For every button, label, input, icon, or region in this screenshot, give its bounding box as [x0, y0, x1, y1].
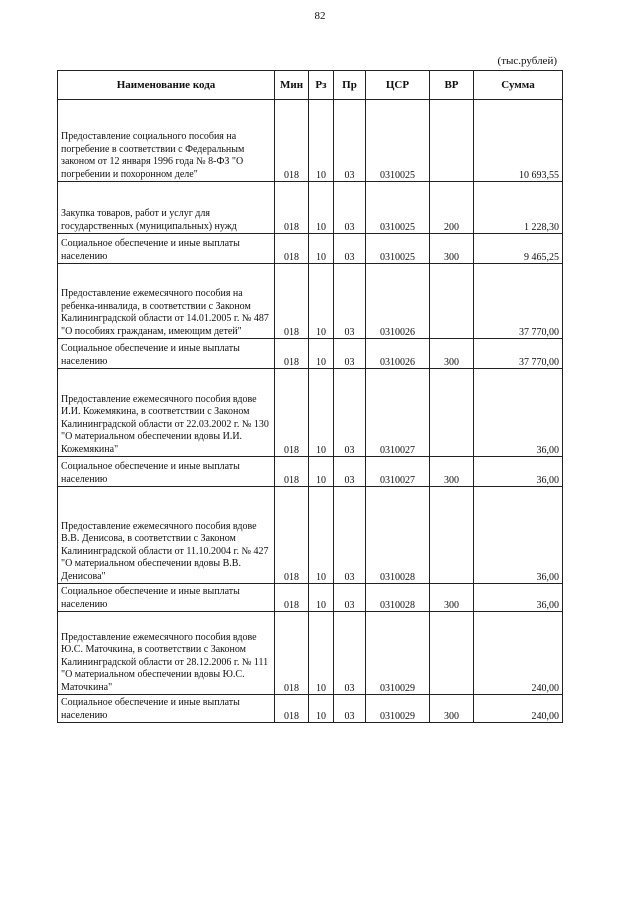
- header-rz: Рз: [309, 71, 334, 100]
- cell-min: 018: [275, 695, 309, 723]
- cell-min: 018: [275, 612, 309, 695]
- cell-pr: 03: [334, 695, 366, 723]
- cell-csr: 0310025: [366, 234, 430, 264]
- table-header-row: [58, 71, 563, 100]
- cell-sum: 36,00: [474, 369, 563, 457]
- table-row: [58, 487, 563, 584]
- header-sum: Сумма: [474, 71, 563, 100]
- table-row: [58, 339, 563, 369]
- cell-min: 018: [275, 264, 309, 339]
- cell-pr: 03: [334, 100, 366, 182]
- cell-name: Социальное обеспечение и иные выплаты населению: [58, 457, 275, 487]
- table-row: [58, 369, 563, 457]
- table-row: [58, 100, 563, 182]
- cell-pr: 03: [334, 584, 366, 612]
- cell-vr: [430, 612, 474, 695]
- page-number: 82: [314, 10, 326, 22]
- cell-min: 018: [275, 457, 309, 487]
- cell-csr: 0310028: [366, 584, 430, 612]
- cell-pr: 03: [334, 612, 366, 695]
- cell-pr: 03: [334, 182, 366, 234]
- cell-sum: 36,00: [474, 457, 563, 487]
- cell-pr: 03: [334, 234, 366, 264]
- cell-vr: 300: [430, 584, 474, 612]
- cell-rz: 10: [309, 457, 334, 487]
- units-label: (тыс.рублей): [497, 55, 557, 67]
- cell-min: 018: [275, 182, 309, 234]
- cell-csr: 0310027: [366, 369, 430, 457]
- cell-rz: 10: [309, 182, 334, 234]
- table-row: [58, 457, 563, 487]
- cell-csr: 0310025: [366, 182, 430, 234]
- cell-csr: 0310025: [366, 100, 430, 182]
- cell-rz: 10: [309, 369, 334, 457]
- table-row: [58, 695, 563, 723]
- cell-csr: 0310026: [366, 264, 430, 339]
- cell-rz: 10: [309, 234, 334, 264]
- cell-vr: 300: [430, 695, 474, 723]
- table-row: [58, 234, 563, 264]
- cell-pr: 03: [334, 339, 366, 369]
- cell-sum: 9 465,25: [474, 234, 563, 264]
- cell-name: Предоставление ежемесячного пособия вдове В.В. Денисова, в соответствии с Законом Калининградской области от 11.10.2004 г. № 427 "О материальном обеспечении вдовы В.В. Денисова": [58, 487, 275, 584]
- cell-name: Социальное обеспечение и иные выплаты населению: [58, 339, 275, 369]
- cell-min: 018: [275, 100, 309, 182]
- cell-rz: 10: [309, 695, 334, 723]
- cell-name: Предоставление социального пособия на погребение в соответствии с Федеральным законом от 12 января 1996 года № 8-ФЗ "О погребении и похоронном деле": [58, 100, 275, 182]
- cell-pr: 03: [334, 264, 366, 339]
- cell-name: Предоставление ежемесячного пособия вдове И.И. Кожемякина, в соответствии с Законом Калининградской области от 22.03.2002 г. № 130 "О материальном обеспечении вдовы И.И. Кожемякина": [58, 369, 275, 457]
- cell-vr: 300: [430, 339, 474, 369]
- cell-pr: 03: [334, 487, 366, 584]
- cell-vr: 200: [430, 182, 474, 234]
- cell-sum: 10 693,55: [474, 100, 563, 182]
- cell-pr: 03: [334, 369, 366, 457]
- table-row: [58, 182, 563, 234]
- cell-sum: 1 228,30: [474, 182, 563, 234]
- cell-rz: 10: [309, 584, 334, 612]
- cell-min: 018: [275, 369, 309, 457]
- cell-sum: 36,00: [474, 487, 563, 584]
- cell-sum: 37 770,00: [474, 339, 563, 369]
- cell-csr: 0310028: [366, 487, 430, 584]
- cell-vr: [430, 487, 474, 584]
- cell-name: Предоставление ежемесячного пособия вдове Ю.С. Маточкина, в соответствии с Законом Калининградской области от 28.12.2006 г. № 111 "О материальном обеспечении вдовы Ю.С. Маточкина": [58, 612, 275, 695]
- cell-name: Социальное обеспечение и иные выплаты населению: [58, 584, 275, 612]
- cell-vr: 300: [430, 457, 474, 487]
- cell-name: Социальное обеспечение и иные выплаты населению: [58, 234, 275, 264]
- cell-rz: 10: [309, 339, 334, 369]
- cell-csr: 0310027: [366, 457, 430, 487]
- table-row: [58, 264, 563, 339]
- cell-name: Закупка товаров, работ и услуг для государственных (муниципальных) нужд: [58, 182, 275, 234]
- cell-csr: 0310029: [366, 612, 430, 695]
- table-row: [58, 612, 563, 695]
- cell-vr: [430, 264, 474, 339]
- cell-pr: 03: [334, 457, 366, 487]
- cell-sum: 240,00: [474, 612, 563, 695]
- cell-vr: [430, 100, 474, 182]
- cell-name: Социальное обеспечение и иные выплаты населению: [58, 695, 275, 723]
- cell-vr: 300: [430, 234, 474, 264]
- cell-rz: 10: [309, 264, 334, 339]
- cell-rz: 10: [309, 100, 334, 182]
- cell-csr: 0310026: [366, 339, 430, 369]
- budget-table: [57, 70, 563, 723]
- header-name: Наименование кода: [58, 71, 275, 100]
- cell-csr: 0310029: [366, 695, 430, 723]
- cell-sum: 36,00: [474, 584, 563, 612]
- header-pr: Пр: [334, 71, 366, 100]
- cell-min: 018: [275, 487, 309, 584]
- cell-rz: 10: [309, 487, 334, 584]
- cell-name: Предоставление ежемесячного пособия на ребенка-инвалида, в соответствии с Законом Калининградской области от 14.01.2005 г. № 487 "О пособиях гражданам, имеющим детей": [58, 264, 275, 339]
- header-min: Мин: [275, 71, 309, 100]
- cell-min: 018: [275, 234, 309, 264]
- cell-vr: [430, 369, 474, 457]
- cell-sum: 37 770,00: [474, 264, 563, 339]
- cell-rz: 10: [309, 612, 334, 695]
- header-vr: ВР: [430, 71, 474, 100]
- table-row: [58, 584, 563, 612]
- cell-sum: 240,00: [474, 695, 563, 723]
- cell-min: 018: [275, 339, 309, 369]
- header-csr: ЦСР: [366, 71, 430, 100]
- cell-min: 018: [275, 584, 309, 612]
